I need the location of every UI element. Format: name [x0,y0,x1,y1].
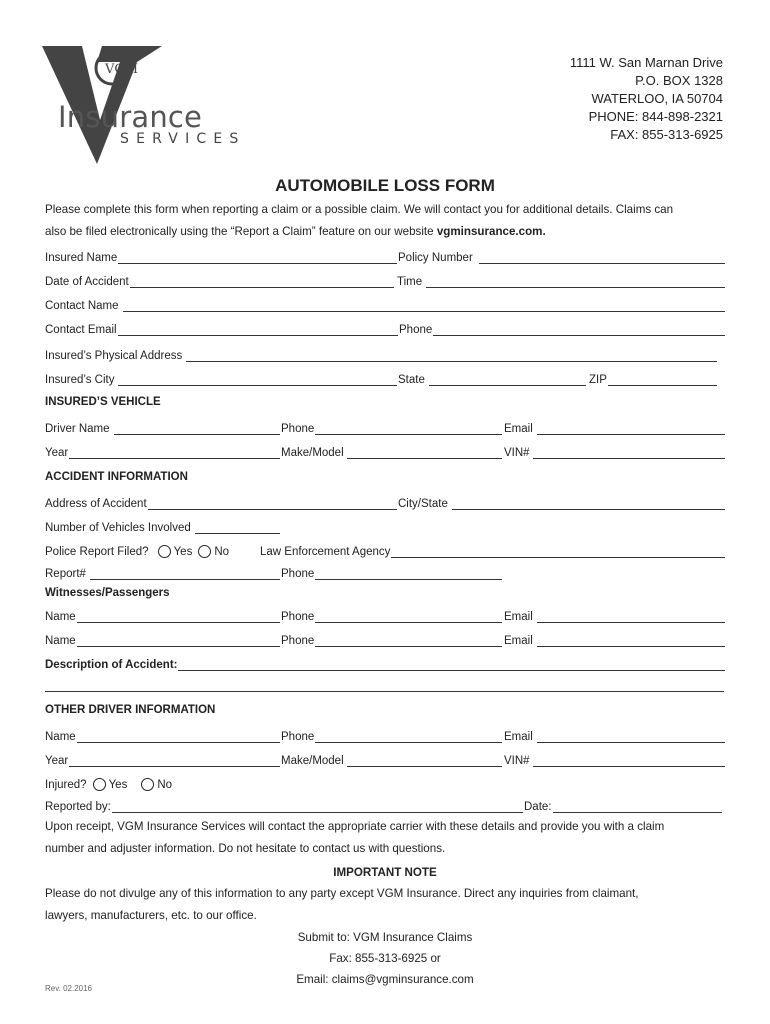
row-vehicles-involved [45,518,725,536]
driver-email-field[interactable] [504,419,725,435]
yes-label: Yes [108,779,128,791]
other-driver-phone-field[interactable] [281,727,502,743]
city-label: Insured’s City [45,374,115,386]
law-enforcement-label: Law Enforcement Agency [260,546,391,558]
injured-group [45,775,205,791]
other-driver-email-field[interactable] [504,727,725,743]
note-line-2: lawyers, manufacturers, etc. to our office. [45,909,257,922]
row-other-vehicle [45,751,725,769]
row-other-driver [45,727,725,745]
revision-label: Rev. 02.2016 [45,984,92,993]
accident-city-state-field[interactable] [398,494,725,510]
state-label: State [398,374,425,386]
witness-2-phone-field[interactable] [281,631,502,647]
vehicle-vin-field[interactable] [504,443,725,459]
name-label: Name [45,731,76,743]
police-yes-radio[interactable] [158,545,171,558]
name-label: Name [45,611,76,623]
insured-name-label: Insured Name [45,252,118,264]
address-phone: PHONE: 844-898-2321 [588,109,723,124]
contact-name-label: Contact Name [45,300,119,312]
other-vehicle-year-field[interactable] [45,751,280,767]
law-enforcement-field[interactable] [260,542,725,558]
witness-2-name-field[interactable] [45,631,280,647]
year-label: Year [45,447,69,459]
accident-address-field[interactable] [45,494,397,510]
logo-word: Insurance [58,100,203,134]
address-line: P.O. BOX 1328 [635,73,723,88]
email-label: Email [504,423,533,435]
make-model-label: Make/Model [281,447,344,459]
receipt-line-2: number and adjuster information. Do not hesitate to contact us with questions. [45,842,446,855]
report-phone-field[interactable] [281,564,502,580]
insured-name-field[interactable] [45,248,397,264]
row-police-report [45,542,725,560]
driver-phone-field[interactable] [281,419,502,435]
note-paragraph [45,883,730,927]
injured-no-radio[interactable] [141,778,154,791]
police-report-group [45,542,260,558]
note-line-1: Please do not divulge any of this information to any party except VGM Insurance. Direct any inquiries from claimant, [45,887,639,900]
name-label: Name [45,635,76,647]
important-note-heading: IMPORTANT NOTE [333,866,437,879]
contact-name-field[interactable] [45,296,725,312]
policy-number-label: Policy Number [398,252,473,264]
submit-fax: Fax: 855-313-6925 or [329,952,441,965]
submit-email[interactable]: Email: claims@vgminsurance.com [296,973,474,986]
witnesses-heading: Witnesses/Passengers [45,587,170,599]
row-witness-1 [45,607,725,625]
email-label: Email [504,731,533,743]
row-address [45,346,725,364]
vehicle-year-field[interactable] [45,443,280,459]
phone-label: Phone [281,635,315,647]
yes-label: Yes [173,546,193,558]
report-number-label: Report# [45,568,86,580]
witness-1-phone-field[interactable] [281,607,502,623]
accident-address-label: Address of Accident [45,498,147,510]
physical-address-label: Insured’s Physical Address [45,350,183,362]
row-contact-email [45,320,725,338]
row-vehicle [45,443,725,461]
vehicles-involved-label: Number of Vehicles Involved [45,522,191,534]
row-injured [45,775,725,793]
phone-label: Phone [281,731,315,743]
row-description [45,655,725,673]
phone-label: Phone [281,568,315,580]
row-reported-by [45,797,725,815]
other-driver-heading: OTHER DRIVER INFORMATION [45,704,216,716]
reported-by-field[interactable] [45,797,523,813]
date-of-accident-label: Date of Accident [45,276,129,288]
row-report-number [45,564,725,582]
driver-name-field[interactable] [45,419,280,435]
row-contact-name [45,296,725,314]
physical-address-field[interactable] [45,346,717,362]
other-driver-name-field[interactable] [45,727,280,743]
policy-number-field[interactable] [398,248,725,264]
email-label: Email [504,611,533,623]
reported-by-label: Reported by: [45,801,111,813]
intro-line-2 [45,221,730,243]
time-field[interactable] [397,272,725,288]
other-vehicle-make-model-field[interactable] [281,751,502,767]
intro-text: also be filed electronically using the “Report a Claim” feature on our website [45,225,437,238]
address-line: 1111 W. San Marnan Drive [569,55,723,70]
zip-label: ZIP [589,374,607,386]
receipt-paragraph [45,816,730,860]
police-report-label: Police Report Filed? [45,546,149,558]
row-witness-2 [45,631,725,649]
no-label: No [214,546,230,558]
date-of-accident-field[interactable] [45,272,394,288]
witness-1-email-field[interactable] [504,607,725,623]
contact-email-label: Contact Email [45,324,117,336]
logo-sub: SERVICES [120,131,246,147]
description-line-2[interactable] [45,691,724,692]
make-model-label: Make/Model [281,755,344,767]
form-title: AUTOMOBILE LOSS FORM [275,176,495,195]
row-city [45,370,725,388]
time-label: Time [397,276,423,288]
receipt-line-1: Upon receipt, VGM Insurance Services will contact the appropriate carrier with these details and provide you with a claim [45,820,665,833]
vin-label: VIN# [504,755,530,767]
insured-vehicle-heading: INSURED’S VEHICLE [45,396,161,408]
phone-label: Phone [281,611,315,623]
date-label: Date: [524,801,552,813]
website-link[interactable]: vgminsurance.com. [436,225,546,238]
witness-2-email-field[interactable] [504,631,725,647]
row-insured [45,248,725,266]
driver-name-label: Driver Name [45,423,110,435]
phone-label: Phone [281,423,315,435]
description-label: Description of Accident: [45,659,178,671]
logo-monogram: VGM [105,62,139,77]
vehicle-make-model-field[interactable] [281,443,502,459]
address-fax: FAX: 855-313-6925 [610,127,723,142]
phone-label: Phone [399,324,433,336]
row-date [45,272,725,290]
accident-information-heading: ACCIDENT INFORMATION [45,471,188,483]
zip-field[interactable] [589,370,717,386]
injured-yes-radio[interactable] [93,778,106,791]
city-state-label: City/State [398,498,448,510]
contact-email-field[interactable] [45,320,398,336]
row-accident-address [45,494,725,512]
vehicles-involved-field[interactable] [45,518,280,534]
contact-phone-field[interactable] [399,320,725,336]
injured-label: Injured? [45,779,87,791]
year-label: Year [45,755,69,767]
no-label: No [157,779,173,791]
city-field[interactable] [45,370,397,386]
row-driver [45,419,725,437]
submit-line: Submit to: VGM Insurance Claims [297,931,473,944]
address-line: WATERLOO, IA 50704 [591,91,723,106]
vin-label: VIN# [504,447,530,459]
email-label: Email [504,635,533,647]
police-no-radio[interactable] [198,545,211,558]
other-vehicle-vin-field[interactable] [504,751,725,767]
intro-line-1: Please complete this form when reporting a claim or a possible claim. We will contact you for additional details. Claims can [45,203,674,216]
witness-1-name-field[interactable] [45,607,280,623]
description-field[interactable] [45,655,725,671]
report-number-field[interactable] [45,564,280,580]
state-field[interactable] [398,370,586,386]
intro-paragraph [45,199,730,243]
company-address [570,54,723,144]
reported-date-field[interactable] [524,797,722,813]
